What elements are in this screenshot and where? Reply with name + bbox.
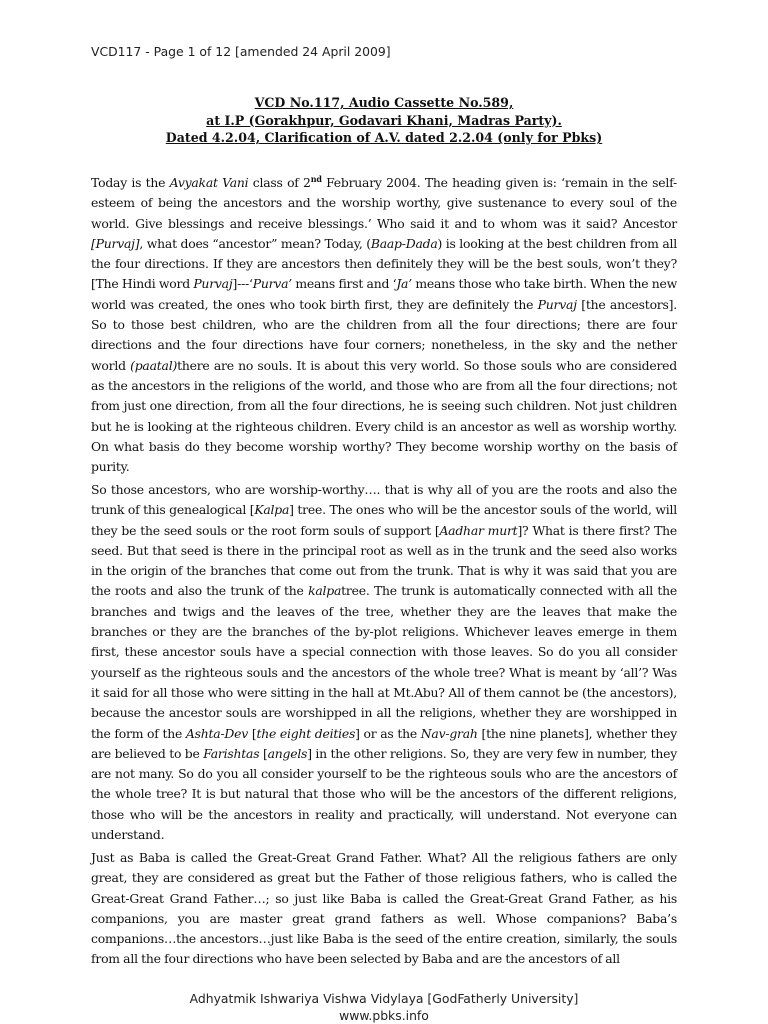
paragraph-3: Just as Baba is called the Great-Great Grand Father. What? All the religious fathers are only great, they are considered as great but the Father of those religious fathers, who is called the Great-Great Grand Father…; so just like Baba is called the Great-Great Grand Father, as his companions, you are master great grand fathers as well. Whose companions? Baba’s companions…the ancestors…just like Baba is the seed of the entire creation, similarly, the souls from all the four directions who have been selected by Baba and are the ancestors of all [91,850,677,967]
footer-website: www.pbks.info [339,1008,429,1023]
title-line-1: VCD No.117, Audio Cassette No.589, [254,95,514,110]
title-line-3: Dated 4.2.04, Clarification of A.V. dated 2.2.04 (only for Pbks) [165,130,603,145]
paragraph-2: So those ancestors, who are worship-worthy…. that is why all of you are the roots and also the trunk of this genealogical [Kalpa] tree. The ones who will be the ancestor souls of the world, will they be the seed souls or the root form souls of support [Aadhar murt]? What is there first? The seed. But that seed is there in the principal root as well as in the trunk and the seed also works in the origin of the branches that come out from the trunk. That is why it was said that you are the roots and also the trunk of the kalpatree. The trunk is automatically connected with all the branches and twigs and the leaves of the tree, whether they are the leaves that make the branches or they are the branches of the by-plot religions. Whichever leaves emerge in them first, these ancestor souls have a special connection with those leaves. So do you all consider yourself as the righteous souls and the ancestors of the whole tree? What is meant by ‘all’? Was it said for all those who were sitting in the hall at Mt.Abu? All of them cannot be (the ancestors), because the ancestor souls are worshipped in all the religions, whether they are worshipped in the form of the Ashta-Dev [the eight deities] or as the Nav-grah [the nine planets], whether they are believed to be Farishtas [angels] in the other religions. So, they are very few in number, they are not many. So do you all consider yourself to be the righteous souls who are the ancestors of the whole tree? It is but natural that those who will be the ancestors of the different religions, those who will be the ancestors in reality and practically, will understand. Not everyone can understand. [91,482,678,843]
paragraph-1: Today is the Avyakat Vani class of 2nd February 2004. The heading given is: ‘remain in the self-esteem of being the ancestors and the worship worthy, give sustenance to every soul of the world. Give blessings and receive blessings.’ Who said it and to whom was it said? Ancestor [Purvaj], what does “ancestor” mean? Today, (Baap-Dada) is looking at the best children from all the four directions. If they are ancestors then definitely they will be the best souls, won’t they? [The Hindi word Purvaj]---‘Purva’ means first and ‘Ja’ means those who take birth. When the new world was created, the ones who took birth first, they are definitely the Purvaj [the ancestors]. So to those best children, who are the children from all the four directions; there are four directions and the four directions have four corners; nonetheless, in the sky and the nether world (paatal)there are no souls. It is about this very world. So those souls who are considered as the ancestors in the religions of the world, and those who are from all the four directions; not from just one direction, from all the four directions, he is seeing such children. Not just children but he is looking at the righteous children. Every child is an ancestor as well as worship worthy. On what basis do they become worship worthy? They become worship worthy on the basis of purity. [91,173,678,475]
title-line-2: at I.P (Gorakhpur, Godavari Khani, Madras Party). [206,112,562,128]
footer-organization: Adhyatmik Ishwariya Vishwa Vidylaya [GodFatherly University] [189,991,579,1006]
page-footer [91,990,677,1024]
document-title [91,94,677,147]
running-header: VCD117 - Page 1 of 12 [amended 24 April 2009] [91,44,391,59]
